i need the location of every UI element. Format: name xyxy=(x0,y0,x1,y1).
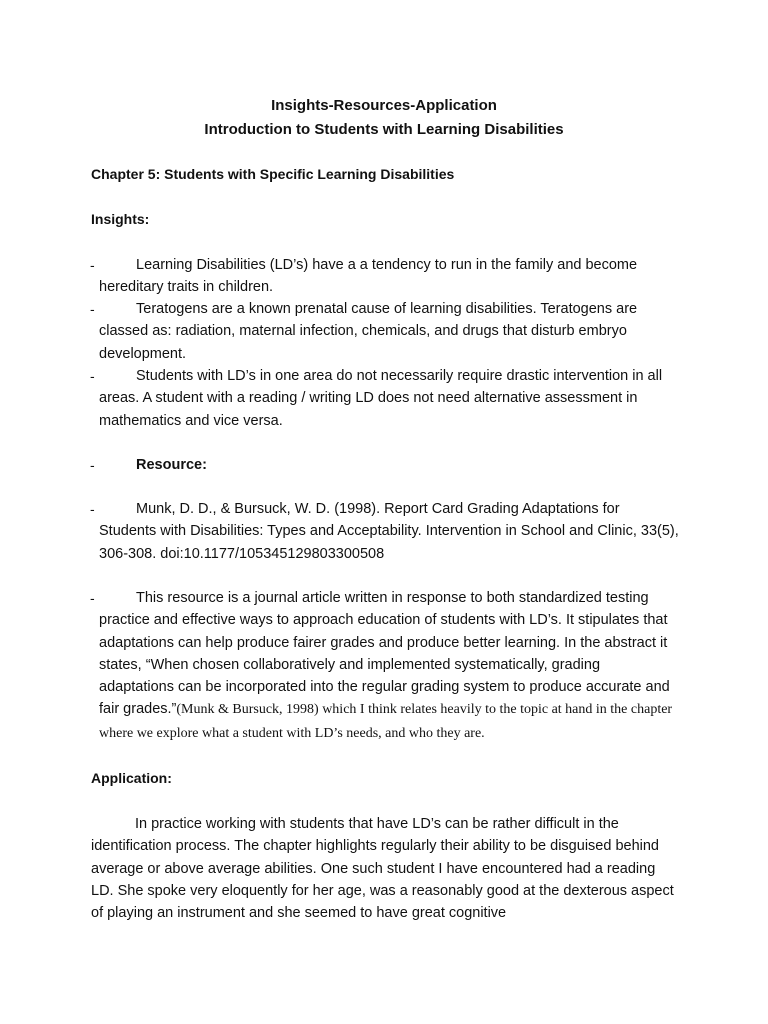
bullet-dash: - xyxy=(90,590,95,606)
resource-heading-item xyxy=(99,454,679,476)
application-heading: Application: xyxy=(91,770,172,786)
resource-summary-citation: (Munk & Bursuck, 1998) which I think relates heavily to the topic at hand in the chapter where we explore what a student with LD’s needs, and who they are. xyxy=(99,702,673,741)
document-title: Insights-Resources-Application xyxy=(271,97,497,114)
bullet-dash: - xyxy=(90,501,95,517)
insight-text: Students with LD’s in one area do not necessarily require drastic intervention in all areas. A student with a reading / writing LD does not need alternative assessment in mathematics and vice versa. xyxy=(99,368,663,429)
resource-citation: Munk, D. D., & Bursuck, W. D. (1998). Report Card Grading Adaptations for Students with Disabilities: Types and Acceptability. Intervention in School and Clinic, 33(5), 306-308. doi:10.1177/105345129803300508 xyxy=(99,501,679,562)
resource-citation-item xyxy=(99,498,679,565)
bullet-dash: - xyxy=(90,457,95,473)
insight-item xyxy=(99,298,679,365)
resource-summary: This resource is a journal article written in response to both standardized testing practice and effective ways to approach education of students with LD’s. It stipulates that adaptations can help produce fairer grades and produce better learning. In the abstract it states, “When chosen collaboratively and implemented systematically, grading adaptations can be incorporated into the regular grading system to produce accurate and fair grades.” xyxy=(99,590,670,718)
bullet-dash: - xyxy=(90,301,95,317)
document-subtitle: Introduction to Students with Learning Disabilities xyxy=(204,121,564,138)
insight-text: Learning Disabilities (LD’s) have a a tendency to run in the family and become hereditary traits in children. xyxy=(99,257,638,296)
resource-summary-item xyxy=(99,587,679,745)
chapter-heading: Chapter 5: Students with Specific Learning Disabilities xyxy=(91,166,455,182)
resource-heading: Resource: xyxy=(136,457,207,473)
insight-item xyxy=(99,365,679,432)
bullet-dash: - xyxy=(90,368,95,384)
bullet-dash: - xyxy=(90,257,95,273)
application-paragraph xyxy=(91,813,676,924)
application-text: In practice working with students that have LD’s can be rather difficult in the identification process. The chapter highlights regularly their ability to be disguised behind average or above average abilities. One such student I have encountered had a reading LD. She spoke very eloquently for her age, was a reasonably good at the dexterous aspect of playing an instrument and she seemed to have great cognitive xyxy=(91,816,674,922)
insight-item xyxy=(99,254,679,299)
insights-heading: Insights: xyxy=(91,211,150,227)
insight-text: Teratogens are a known prenatal cause of learning disabilities. Teratogens are classed as: radiation, maternal infection, chemicals, and drugs that disturb embryo development. xyxy=(99,301,638,362)
